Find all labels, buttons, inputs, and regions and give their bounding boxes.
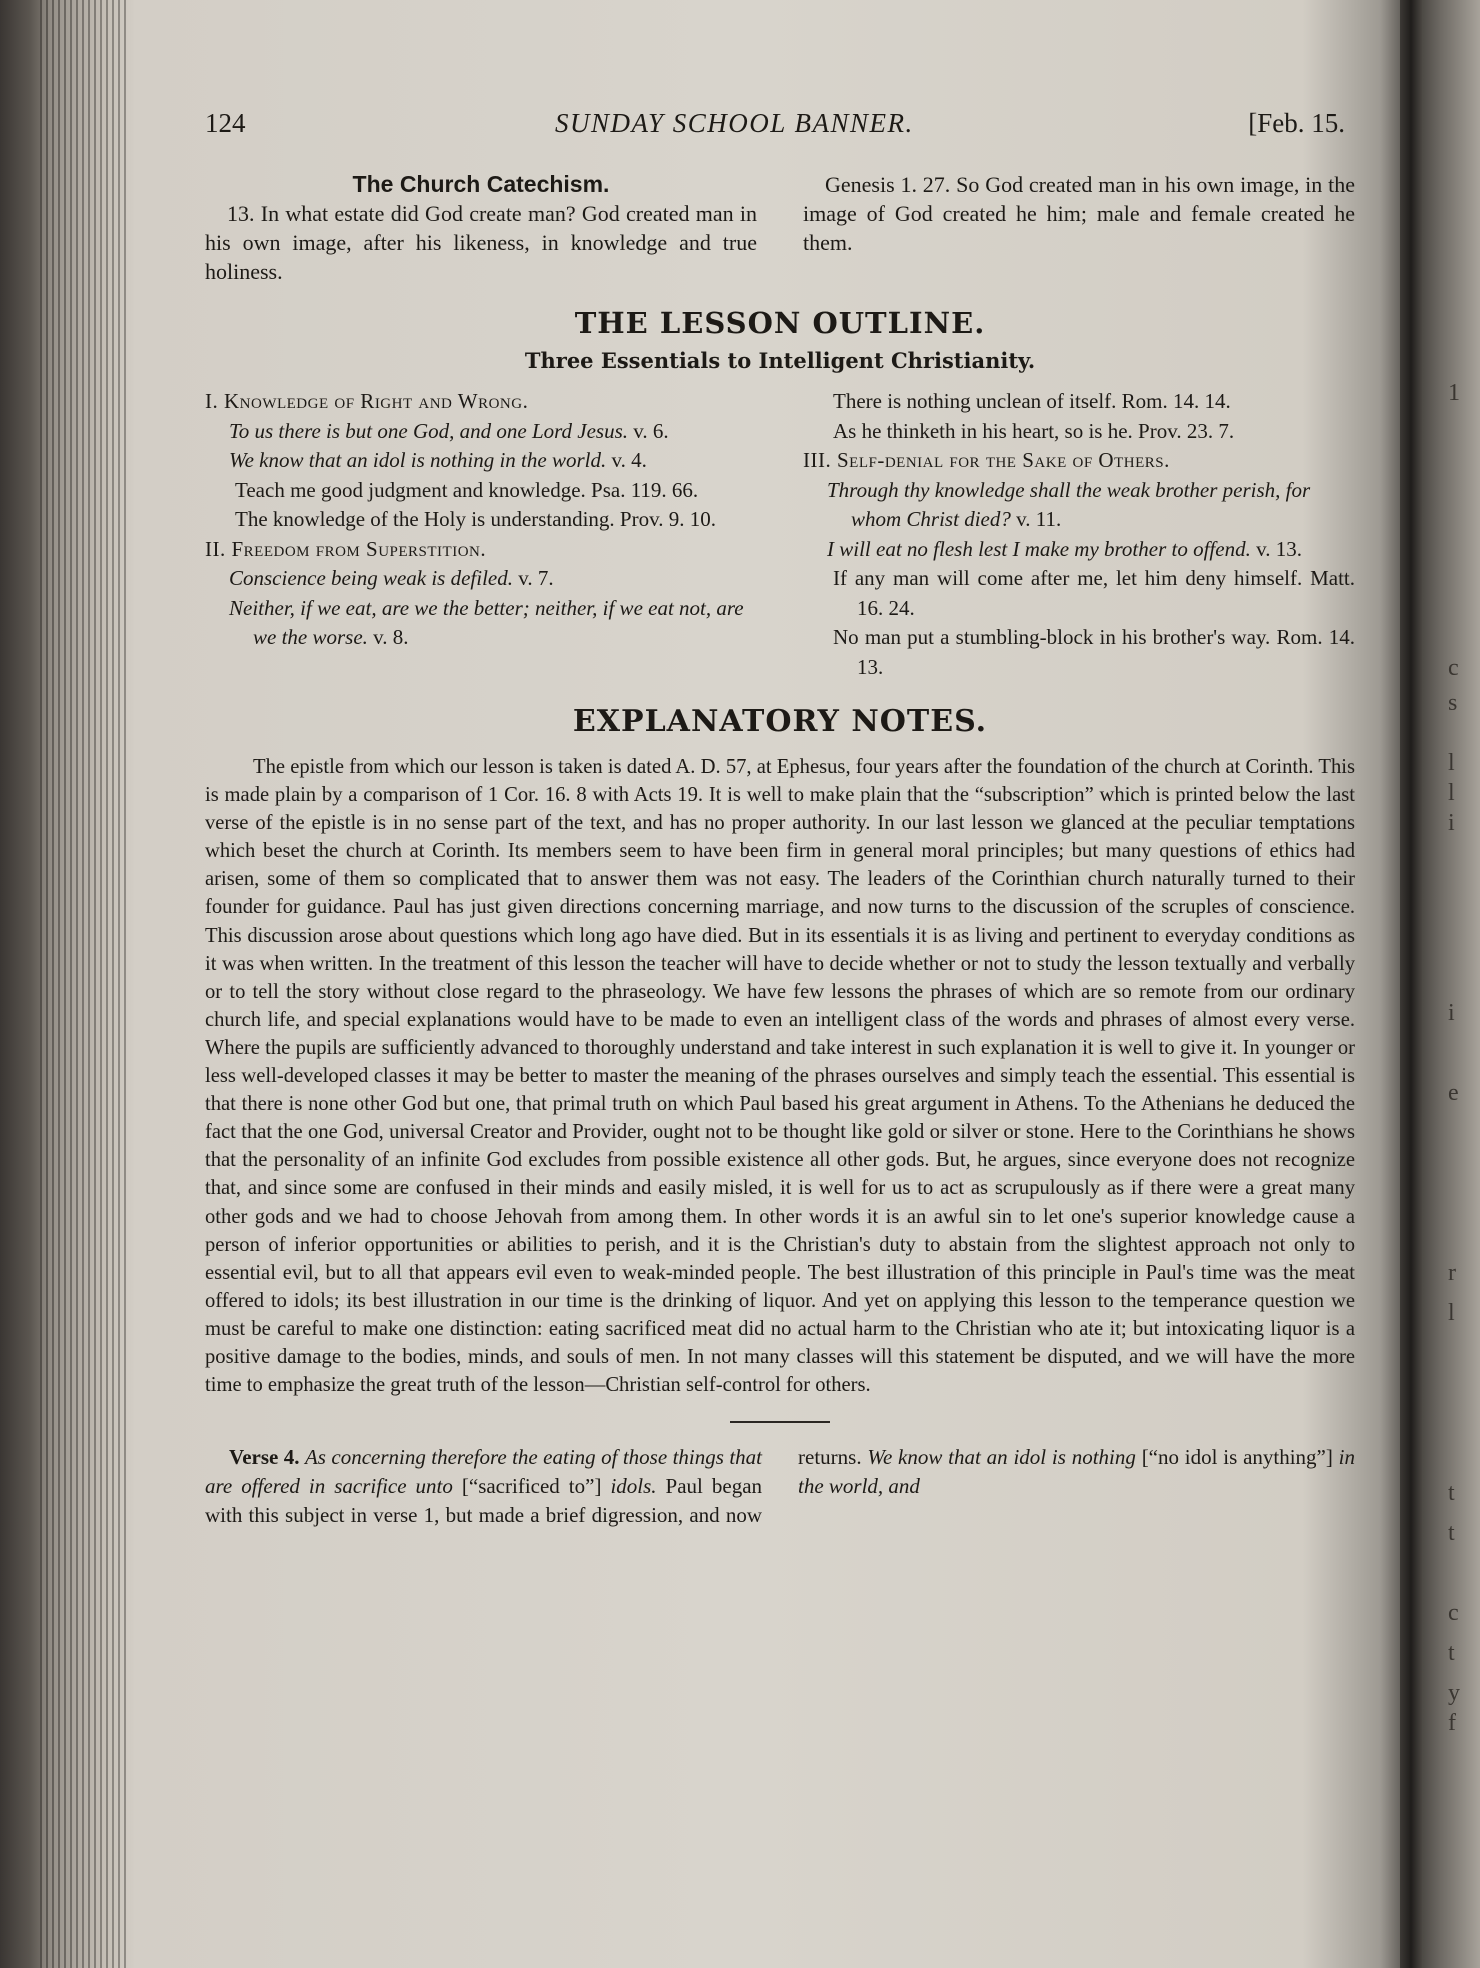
bleed-letter: y: [1448, 1680, 1460, 1706]
verse-ref: v. 13.: [1256, 536, 1302, 561]
bleed-letter: t: [1448, 1640, 1455, 1666]
outline-section-heading: III. Self-denial for the Sake of Others.: [803, 448, 1170, 472]
outline-subtitle: Three Essentials to Intelligent Christianity.: [524, 348, 1036, 373]
outline-reference: Teach me good judgment and knowledge. Psa. 119. 66.: [235, 477, 699, 502]
verse-text: I will eat no flesh lest I make my brother to offend.: [827, 536, 1251, 561]
outline-verse: [803, 535, 1355, 565]
outline-verse: [205, 446, 757, 476]
verse-quote: We know that an idol is nothing: [867, 1445, 1136, 1470]
facing-page-bleed: [1440, 0, 1480, 1968]
bleed-letter: i: [1448, 810, 1455, 836]
notes-title: EXPLANATORY NOTES.: [572, 704, 988, 739]
catechism-right: [803, 170, 1355, 286]
bleed-letter: r: [1448, 1260, 1456, 1286]
catechism-scripture: Genesis 1. 27. So God created man in his own image, in the image of God created he him; male and female created he them.: [803, 172, 1355, 255]
bleed-letter: l: [1448, 780, 1455, 806]
running-header: [205, 108, 1355, 158]
catechism-left: [205, 170, 757, 286]
bleed-letter: t: [1448, 1520, 1455, 1546]
outline-section-heading: I. Knowledge of Right and Wrong.: [205, 389, 529, 413]
lesson-outline: [205, 387, 1355, 682]
bleed-letter: t: [1448, 1480, 1455, 1506]
outline-reference: The knowledge of the Holy is understanding. Prov. 9. 10.: [235, 507, 716, 531]
book-page-edges: [40, 0, 130, 1968]
verse-text: We know that an idol is nothing in the world.: [229, 448, 607, 472]
outline-reference: There is nothing unclean of itself. Rom. 14. 14.: [833, 389, 1231, 413]
bleed-letter: l: [1448, 750, 1455, 776]
outline-verse: [205, 417, 757, 447]
outline-reference: No man put a stumbling-block in his brother's way. Rom. 14. 13.: [833, 625, 1355, 679]
page-number: 124: [205, 108, 246, 138]
bleed-letter: i: [1448, 1000, 1455, 1026]
verse-text: Conscience being weak is defiled.: [229, 566, 514, 590]
book-gutter: [1400, 0, 1422, 1968]
verse-4-commentary: [205, 1443, 1355, 1530]
verse-label: Verse 4.: [229, 1445, 300, 1470]
verse-ref: v. 7.: [518, 566, 554, 590]
outline-verse: [205, 594, 757, 653]
outline-reference: If any man will come after me, let him deny himself. Matt. 16. 24.: [833, 566, 1355, 620]
bleed-letter: 1: [1448, 380, 1460, 406]
bleed-letter: c: [1448, 1600, 1459, 1626]
outline-right-column: [803, 387, 1355, 682]
page-content: [205, 108, 1355, 1928]
verse-ref: v. 6.: [633, 418, 669, 443]
notes-body: The epistle from which our lesson is taken is dated A. D. 57, at Ephesus, four years after the foundation of the church at Corinth. This is made plain by a comparison of 1 Cor. 16. 8 with Acts 19. It is well to make plain that the “subscription” which is printed below the last verse of the epistle is in no sense part of the text, and has no proper authority. In our last lesson we glanced at the peculiar temptations which beset the church at Corinth. Its members seem to have been firm in general moral principles; but many questions of ethics had arisen, some of them so complicated that to answer them was not easy. The leaders of the Corinthian church naturally turned to their founder for guidance. Paul has just given directions concerning marriage, and now turns to the discussion of the scruples of conscience. This discussion arose about questions which long ago have died. But in its essentials it is as living and pertinent to everyday conditions as it was when written. In the treatment of this lesson the teacher will have to decide whether or not to study the lesson textually and verbally or to tell the story without close regard to the phraseology. We have few lessons the phrases of which are so remote from our ordinary church life, and special explanations would have to be made to even an intelligent class of the words and phrases of almost every verse. Where the pupils are sufficiently advanced to thoroughly understand and take interest in such explanation it is well to give it. In younger or less well-developed classes it may be better to master the meaning of the phrases ourselves and simply teach the essential. This essential is that there is none other God but one, that primal truth on which Paul based his great argument in Athens. To the Athenians he deduced the fact that the one God, universal Creator and Provider, ought not to be thought like gold or silver or stone. Here to the Corinthians he shows that the personality of an infinite God excludes from possible existence all other gods. But, he argues, since everyone does not recognize that, and since some are confused in their minds and easily misled, it is well for us to act as scrupulously as if there were a great many other gods and we had to choose Jehovah from among them. In other words it is an awful sin to let one's superior knowledge cause a person of inferior opportunities or abilities to perish, and it is the Christian's duty to abstain from the slightest approach not only to essential evil, but to all that appears evil even to weak-minded people. The best illustration of this principle in Paul's time was the meat offered to idols; its best illustration in our time is the drinking of liquor. And yet on applying this lesson to the temperance question we must be careful to make one distinction: eating sacrificed meat did no actual harm to the Christian who ate it; but intoxicating liquor is a positive damage to the bodies, minds, and souls of men. In not many classes will this statement be disputed, and we will have the more time to emphasize the great truth of the lesson—Christian self-control for others.: [205, 756, 1355, 1397]
revised-reading: [“sacrificed to”]: [461, 1474, 602, 1499]
outline-section-heading: II. Freedom from Superstition.: [205, 536, 487, 561]
catechism-question: 13. In what estate did God create man? God created man in his own image, after his likeness, in knowledge and true holiness.: [205, 201, 757, 284]
bleed-letter: s: [1448, 690, 1458, 716]
issue-date: [Feb. 15.: [1248, 108, 1345, 138]
verse-quote: in the world, and: [798, 1445, 1356, 1499]
bleed-letter: f: [1448, 1710, 1456, 1736]
outline-verse: [803, 476, 1355, 535]
verse-text: Neither, if we eat, are we the better; neither, if we eat not, are we the worse.: [229, 595, 744, 649]
catechism-title: The Church Catechism.: [352, 171, 610, 197]
outline-left-column: [205, 387, 757, 682]
verse-ref: v. 4.: [611, 448, 647, 472]
commentary-text: Paul began with this subject in verse 1, but made a brief digression, and now returns.: [205, 1445, 862, 1528]
verse-ref: v. 11.: [1016, 507, 1062, 531]
verse-text: Through thy knowledge shall the weak brother perish, for whom Christ died?: [827, 477, 1311, 531]
catechism-section: [205, 170, 1355, 286]
bleed-letter: c: [1448, 655, 1459, 681]
verse-quote: idols.: [610, 1474, 657, 1499]
outline-verse: [205, 564, 757, 594]
outline-title: THE LESSON OUTLINE.: [574, 306, 986, 340]
bleed-letter: l: [1448, 1300, 1455, 1326]
verse-quote: As concerning therefore the eating of those things that are offered in sacrifice unto: [205, 1445, 762, 1499]
running-title: SUNDAY SCHOOL BANNER.: [555, 108, 914, 138]
bleed-letter: e: [1448, 1080, 1459, 1106]
verse-ref: v. 8.: [373, 625, 409, 649]
revised-reading: [“no idol is anything”]: [1141, 1445, 1333, 1470]
section-divider: [730, 1421, 830, 1423]
verse-text: To us there is but one God, and one Lord Jesus.: [229, 418, 628, 443]
outline-reference: As he thinketh in his heart, so is he. Prov. 23. 7.: [833, 418, 1235, 443]
